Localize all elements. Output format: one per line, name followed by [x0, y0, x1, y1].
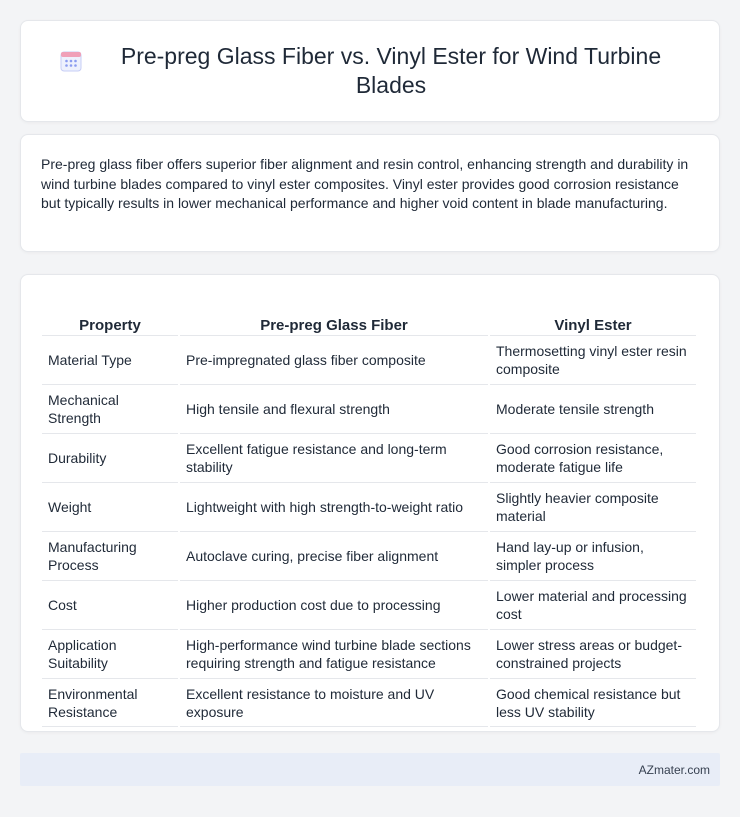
table-row [42, 335, 696, 384]
table-row [42, 384, 696, 433]
cell-prepreg: Lightweight with high strength-to-weight ratio [180, 482, 488, 531]
cell-property: Manufacturing Process [42, 531, 178, 580]
footer [20, 753, 720, 786]
cell-property: Cost [42, 580, 178, 629]
cell-property: Material Type [42, 335, 178, 384]
cell-property: Application Suitability [42, 629, 178, 678]
cell-vinyl-ester: Slightly heavier composite material [490, 482, 696, 531]
footer-site-link[interactable]: AZmater.com [638, 762, 710, 777]
cell-vinyl-ester: Lower material and processing cost [490, 580, 696, 629]
cell-prepreg: Excellent resistance to moisture and UV exposure [180, 678, 488, 727]
table-row [42, 433, 696, 482]
table-header-row [42, 295, 696, 335]
cell-prepreg: Higher production cost due to processing [180, 580, 488, 629]
cell-prepreg: Pre-impregnated glass fiber composite [180, 335, 488, 384]
table-row [42, 482, 696, 531]
intro-paragraph: Pre-preg glass fiber offers superior fiber alignment and resin control, enhancing strength and durability in wind turbine blades compared to vinyl ester composites. Vinyl ester provides good corrosion resistance but typically results in lower mechanical performance and higher void content in blade manufacturing. [41, 156, 689, 211]
cell-vinyl-ester: Lower stress areas or budget-constrained projects [490, 629, 696, 678]
table-row [42, 531, 696, 580]
comparison-table [40, 295, 698, 727]
cell-property: Mechanical Strength [42, 384, 178, 433]
cell-property: Weight [42, 482, 178, 531]
cell-vinyl-ester: Moderate tensile strength [490, 384, 696, 433]
cell-vinyl-ester: Thermosetting vinyl ester resin composite [490, 335, 696, 384]
title-wrap [60, 42, 680, 100]
cell-prepreg: High-performance wind turbine blade sections requiring strength and fatigue resistance [180, 629, 488, 678]
comparison-table-card [20, 274, 720, 732]
table-row [42, 629, 696, 678]
cell-prepreg: Excellent fatigue resistance and long-term stability [180, 433, 488, 482]
header-vinyl-ester: Vinyl Ester [554, 317, 632, 334]
table-row [42, 678, 696, 727]
table-row [42, 580, 696, 629]
title-card [20, 20, 720, 122]
header-property: Property [79, 317, 141, 334]
cell-vinyl-ester: Hand lay-up or infusion, simpler process [490, 531, 696, 580]
cell-vinyl-ester: Good chemical resistance but less UV stability [490, 678, 696, 727]
calendar-icon [60, 50, 82, 72]
header-prepreg: Pre-preg Glass Fiber [260, 317, 408, 334]
cell-property: Durability [42, 433, 178, 482]
page-title: Pre-preg Glass Fiber vs. Vinyl Ester for Wind Turbine Blades [120, 43, 662, 98]
cell-property: Environmental Resistance [42, 678, 178, 727]
intro-card [20, 134, 720, 252]
cell-prepreg: Autoclave curing, precise fiber alignment [180, 531, 488, 580]
cell-prepreg: High tensile and flexural strength [180, 384, 488, 433]
cell-vinyl-ester: Good corrosion resistance, moderate fatigue life [490, 433, 696, 482]
